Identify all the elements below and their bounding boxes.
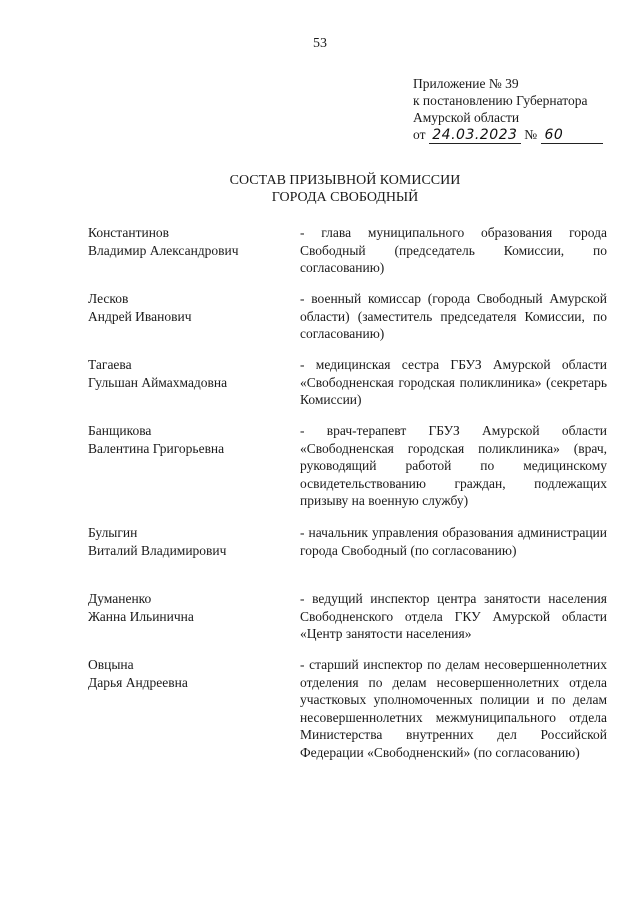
date-prefix: от — [413, 127, 426, 142]
appendix-date-line — [413, 126, 613, 144]
member-surname: Константинов — [88, 225, 170, 240]
member-role: - врач-терапевт ГБУЗ Амурской области «Свободненская городская поликлиника» (врач, руководящий работой по медицинскому освидетельствованию граждан, подлежащих призыву на военную службу) — [300, 423, 607, 508]
member-name — [88, 524, 288, 559]
member-name — [88, 590, 288, 625]
member-name — [88, 290, 288, 325]
member-surname: Тагаева — [88, 357, 132, 372]
member-surname: Булыгин — [88, 525, 138, 540]
member-role: - медицинская сестра ГБУЗ Амурской области «Свободненская городская поликлиника» (секретарь Комиссии) — [300, 357, 607, 407]
title-line-2: ГОРОДА СВОБОДНЫЙ — [271, 190, 419, 205]
appendix-block — [413, 75, 613, 144]
member-given-names: Жанна Ильинична — [88, 608, 194, 624]
number-prefix: № — [524, 127, 538, 142]
member-surname: Банщикова — [88, 423, 152, 438]
member-role: - глава муниципального образования города Свободный (председатель Комиссии, по согласованию) — [300, 225, 607, 275]
member-given-names: Виталий Владимирович — [88, 542, 227, 558]
member-given-names: Гульшан Аймахмадовна — [88, 374, 228, 390]
member-name — [88, 356, 288, 391]
member-given-names: Андрей Иванович — [88, 308, 192, 324]
title-line-1: СОСТАВ ПРИЗЫВНОЙ КОМИССИИ — [229, 173, 461, 188]
member-surname: Думаненко — [88, 591, 152, 606]
member-given-names: Дарья Андреевна — [88, 674, 188, 690]
handwritten-date: 24.03.2023 — [429, 128, 521, 144]
member-name — [88, 656, 288, 691]
appendix-line-1: Приложение № 39 — [413, 76, 519, 91]
member-name — [88, 224, 288, 259]
member-role: - начальник управления образования администрации города Свободный (по согласованию) — [300, 525, 607, 558]
page-number: 53 — [313, 36, 327, 51]
member-role: - военный комиссар (города Свободный Амурской области) (заместитель председателя Комиссии, по согласованию) — [300, 291, 607, 341]
member-given-names: Валентина Григорьевна — [88, 440, 225, 456]
handwritten-number: 60 — [541, 128, 603, 144]
member-given-names: Владимир Александрович — [88, 242, 239, 258]
appendix-line-3: Амурской области — [413, 110, 520, 125]
member-role: - ведущий инспектор центра занятости населения Свободненского отдела ГКУ Амурской области «Центр занятости населения» — [300, 591, 607, 641]
member-role: - старший инспектор по делам несовершеннолетних отделения по делам несовершеннолетних отдела участковых уполномоченных полиции и по делам несовершеннолетних межмуниципального отдела Министерства внутренних дел Российской Федерации «Свободненский» (по согласованию) — [300, 657, 607, 760]
appendix-line-2: к постановлению Губернатора — [413, 93, 588, 108]
member-surname: Лесков — [88, 291, 129, 306]
document-title — [0, 172, 640, 206]
member-surname: Овцына — [88, 657, 134, 672]
member-name — [88, 422, 288, 457]
